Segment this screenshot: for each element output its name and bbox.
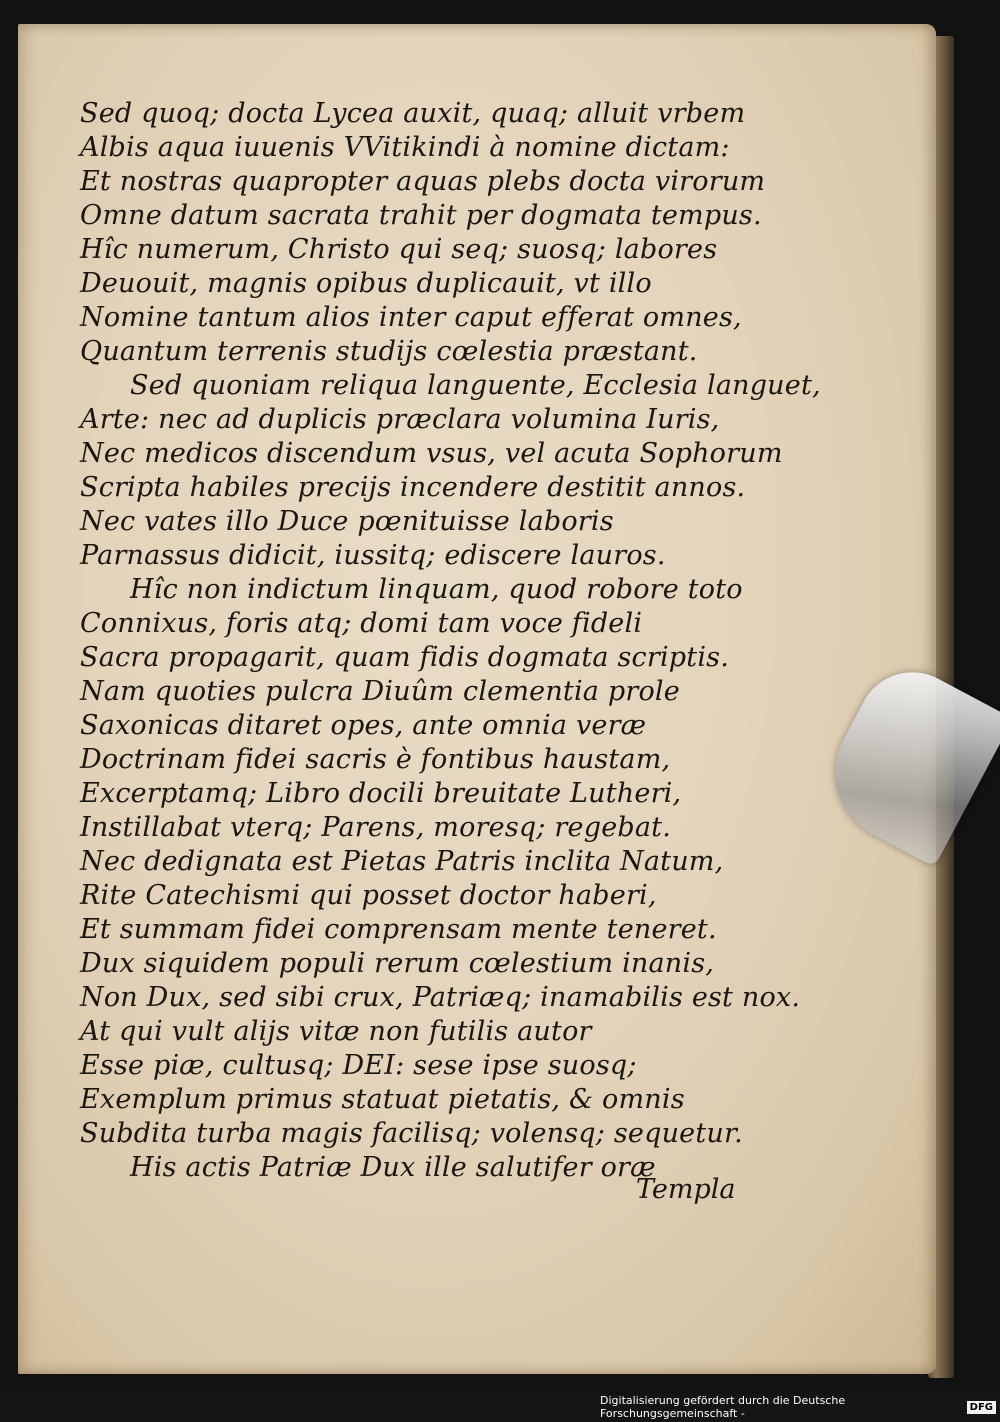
text-line: Excerptamq; Libro docili breuitate Lutheri, bbox=[80, 778, 682, 809]
dfg-logo-icon: DFG bbox=[967, 1401, 996, 1414]
text-line: Nec medicos discendum vsus, vel acuta Sophorum bbox=[80, 438, 783, 469]
text-line: Quantum terrenis studijs cœlestia præstant. bbox=[80, 336, 698, 367]
text-line: His actis Patriæ Dux ille salutifer oræ bbox=[130, 1152, 656, 1183]
text-line: Esse piæ, cultusq; DEI: sese ipse suosq; bbox=[80, 1050, 637, 1081]
text-line: Albis aqua iuuenis VVitikindi à nomine dictam: bbox=[80, 132, 730, 163]
page-text bbox=[18, 24, 936, 1374]
footer-credit: Digitalisierung gefördert durch die Deutsche Forschungsgemeinschaft - bbox=[600, 1394, 846, 1420]
text-line: Hîc non indictum linquam, quod robore toto bbox=[130, 574, 743, 605]
book-page bbox=[18, 24, 936, 1374]
text-line: Subdita turba magis facilisq; volensq; sequetur. bbox=[80, 1118, 743, 1149]
footer bbox=[600, 1396, 996, 1418]
text-line: Rite Catechismi qui posset doctor haberi, bbox=[80, 880, 657, 911]
text-line: Doctrinam fidei sacris è fontibus haustam, bbox=[80, 744, 671, 775]
text-line: Non Dux, sed sibi crux, Patriæq; inamabilis est nox. bbox=[80, 982, 801, 1013]
text-line: Hîc numerum, Christo qui seq; suosq; labores bbox=[80, 234, 718, 265]
text-line: Deuouit, magnis opibus duplicauit, vt illo bbox=[80, 268, 652, 299]
text-line: Sacra propagarit, quam fidis dogmata scriptis. bbox=[80, 642, 729, 673]
text-line: Parnassus didicit, iussitq; ediscere lauros. bbox=[80, 540, 666, 571]
text-line: Et summam fidei comprensam mente teneret. bbox=[80, 914, 717, 945]
text-line: Arte: nec ad duplicis præclara volumina Iuris, bbox=[80, 404, 720, 435]
text-line: Sed quoniam reliqua languente, Ecclesia languet, bbox=[130, 370, 821, 401]
text-line: Connixus, foris atq; domi tam voce fideli bbox=[80, 608, 643, 639]
text-line: At qui vult alijs vitæ non futilis autor bbox=[80, 1016, 592, 1047]
text-line: Et nostras quapropter aquas plebs docta virorum bbox=[80, 166, 766, 197]
text-line: Saxonicas ditaret opes, ante omnia veræ bbox=[80, 710, 647, 741]
text-line: Sed quoq; docta Lycea auxit, quaq; alluit vrbem bbox=[80, 98, 746, 129]
text-line: Nomine tantum alios inter caput efferat omnes, bbox=[80, 302, 742, 333]
text-line: Nam quoties pulcra Diuûm clementia prole bbox=[80, 676, 680, 707]
text-line: Nec dedignata est Pietas Patris inclita Natum, bbox=[80, 846, 724, 877]
text-line: Omne datum sacrata trahit per dogmata tempus. bbox=[80, 200, 762, 231]
text-line: Nec vates illo Duce pœnituisse laboris bbox=[80, 506, 614, 537]
text-line: Instillabat vterq; Parens, moresq; regebat. bbox=[80, 812, 671, 843]
catchword: Templa bbox=[636, 1174, 736, 1205]
text-line: Dux siquidem populi rerum cœlestium inanis, bbox=[80, 948, 715, 979]
text-line: Exemplum primus statuat pietatis, & omnis bbox=[80, 1084, 685, 1115]
text-line: Scripta habiles precijs incendere destitit annos. bbox=[80, 472, 746, 503]
